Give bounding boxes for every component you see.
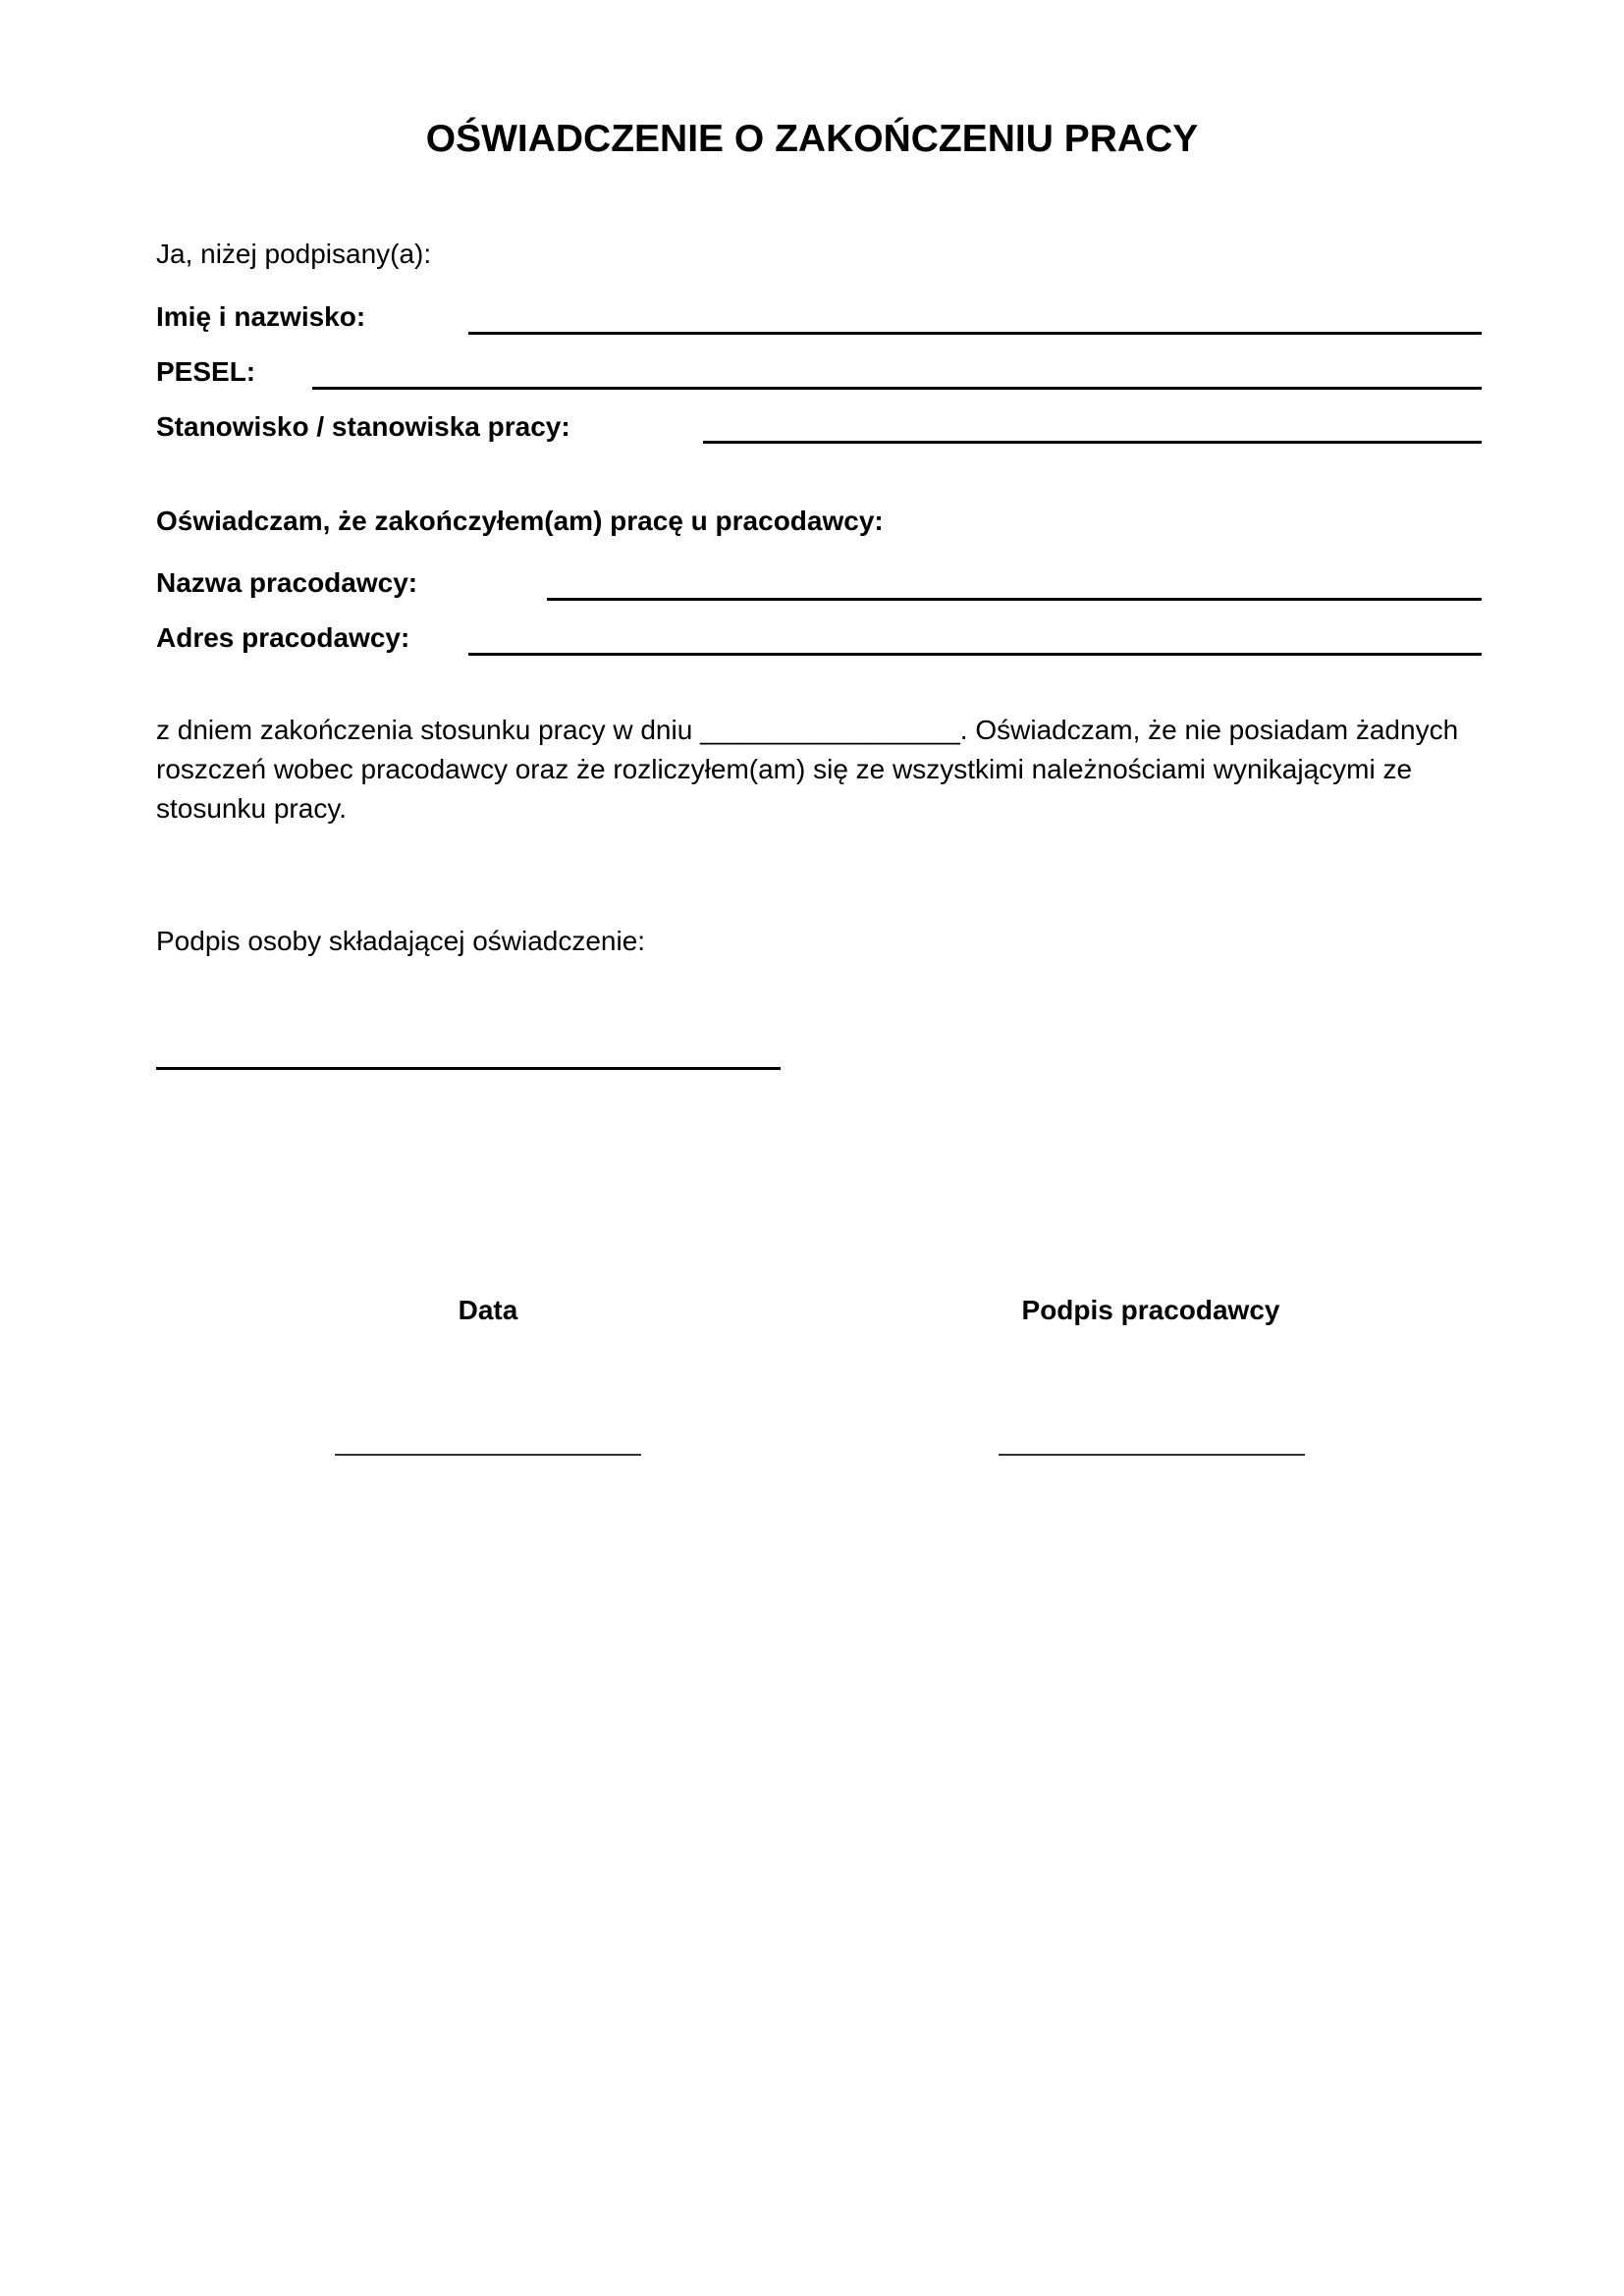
signature-label: Podpis osoby składającej oświadczenie: [156,926,646,956]
employer-heading: Oświadczam, że zakończyłem(am) pracę u pracodawcy: [156,506,884,536]
employer-signature-line[interactable] [999,1454,1305,1456]
statement-line: stosunku pracy. [156,793,348,824]
statement-line: roszczeń wobec pracodawcy oraz że rozliczyłem(am) się ze wszystkimi należnościami wynikającymi ze [156,754,1413,784]
employer-signature-label: Podpis pracodawcy [1021,1295,1280,1325]
employer-address-label: Adres pracodawcy: [156,622,410,653]
statement-paragraph [156,711,1531,828]
intro-text: Ja, niżej podpisany(a): [156,239,432,269]
pesel-label: PESEL: [156,356,256,387]
position-field-line[interactable] [703,441,1482,444]
name-label: Imię i nazwisko: [156,301,366,332]
document-title: OŚWIADCZENIE O ZAKOŃCZENIU PRACY [425,118,1199,160]
signature-line[interactable] [156,1067,781,1070]
date-label: Data [458,1295,518,1325]
position-label: Stanowisko / stanowiska pracy: [156,411,570,442]
employer-name-label: Nazwa pracodawcy: [156,567,418,598]
pesel-field-line[interactable] [312,387,1482,390]
date-line[interactable] [335,1454,641,1456]
employer-name-field-line[interactable] [547,598,1482,601]
statement-line: z dniem zakończenia stosunku pracy w dniu _________________. Oświadczam, że nie posiadam żadnych [156,715,1459,745]
name-field-line[interactable] [468,332,1482,335]
employer-address-field-line[interactable] [468,653,1482,656]
